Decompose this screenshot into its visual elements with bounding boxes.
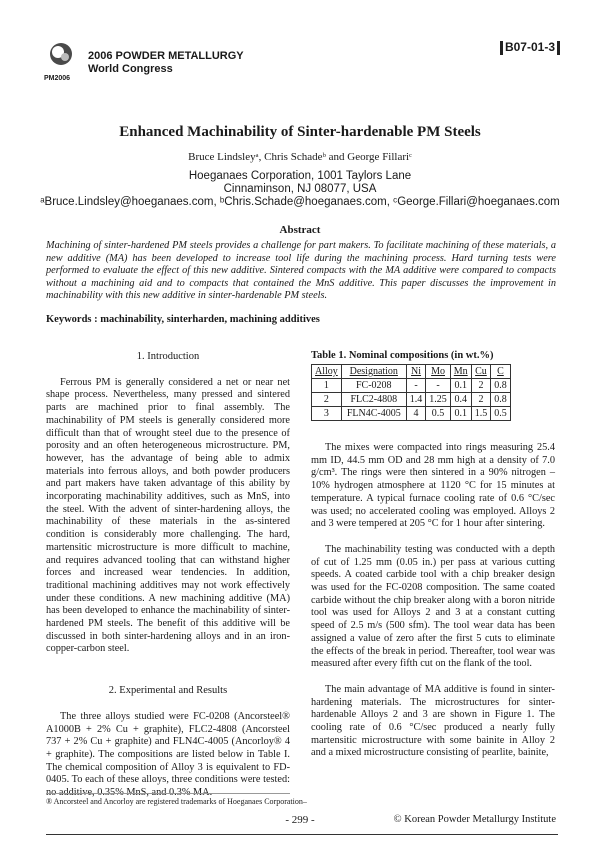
footnote: ® Ancorsteel and Ancorloy are registered trademarks of Hoeganaes Corporation– [46, 797, 307, 806]
left-column [46, 351, 290, 800]
table-cell: - [426, 379, 451, 393]
table-cell: 1.5 [471, 407, 491, 421]
table-row [312, 393, 511, 407]
table-header-cell: Designation [341, 365, 406, 379]
pm2006-logo-icon [46, 42, 76, 78]
table-cell: 0.8 [491, 379, 511, 393]
testing-paragraph: The machinability testing was conducted with a depth of cut of 1.25 mm (0.05 in.) per pass at various cutting speeds. A coated carbide tool with a chip breaker design was used for the FC-0208 composition. The same coated carbide without the chip breaker along with a boron nitride tool was used for Alloys 2 and 3 at a constant cutting speed of 2.5 m/s (500 sfm). The tool wear data has been assigned a value of zero after the first 5 cuts to eliminate the effects of the break in period. Thereafter, tool wear was measured after every fifth cut on the flank of the tool. [311, 543, 555, 670]
table-cell: 0.4 [450, 393, 471, 407]
table-cell: 0.1 [450, 407, 471, 421]
table-header-cell: Mn [450, 365, 471, 379]
table-header-cell: C [491, 365, 511, 379]
table-header-cell: Alloy [312, 365, 342, 379]
table-cell: 4 [406, 407, 426, 421]
table-header-cell: Ni [406, 365, 426, 379]
table-cell: FC-0208 [341, 379, 406, 393]
affiliation-line-2: Cinnaminson, NJ 08077, USA [223, 183, 377, 195]
composition-table [311, 364, 511, 421]
table-cell: FLC2-4808 [341, 393, 406, 407]
abstract-text: Machining of sinter-hardened PM steels provides a challenge for part makers. To facilitate machining of these materials, a new additive (MA) has been developed to increase tool life during the machining process. Hard turning tests were performed to evaluate the effect of this new additive. Sintered compacts with the MA additive were compared to compacts without a machining aid and to compacts that contained the MnS additive. This paper discusses the improvement in machinability with this new additive in sinter-hardenable PM steels. [46, 240, 556, 302]
logo-label: PM2006 [44, 75, 71, 82]
paper-code-text: B07-01-3 [504, 40, 555, 54]
microstructure-paragraph: The main advantage of MA additive is found in sinter-hardening materials. The microstructures for sinter-hardenable Alloys 2 and 3 are shown in Figure 1. The cooling rate of 0.6 °C/sec produced a nearly fully martensitic microstructure with some bainite in Alloy 2 and a mixed microstructure consisting of pearlite, bainite, [311, 683, 555, 759]
table-cell: 0.5 [491, 407, 511, 421]
table-cell: 2 [312, 393, 342, 407]
affiliation-line-1: Hoeganaes Corporation, 1001 Taylors Lane [188, 170, 412, 182]
abstract-heading: Abstract [279, 224, 321, 236]
conference-line-2: World Congress [88, 63, 173, 75]
intro-heading: 1. Introduction [136, 351, 200, 362]
table-cell: 0.8 [491, 393, 511, 407]
table-cell: 3 [312, 407, 342, 421]
conference-line-1: 2006 POWDER METALLURGY [88, 50, 244, 62]
authors: Bruce Lindsleyᵃ, Chris Schadeᵇ and George Fillariᶜ [188, 151, 412, 163]
table-header-row [312, 365, 511, 379]
experimental-heading: 2. Experimental and Results [108, 685, 228, 697]
footnote-rule [46, 793, 290, 794]
experimental-paragraph: The three alloys studied were FC-0208 (Ancorsteel® A1000B + 2% Cu + graphite), FLC2-4808 (Ancorsteel 737 + 2% Cu + graphite) and FLN4C-4005 (Ancorloy® 4 + graphite). The compositions are listed below in Table I. The chemical composition of Alloy 3 is equivalent to FD-0405. To each of these alloys, three conditions were tested: no additive, 0.35% MnS, and 0.3% MA. [46, 710, 290, 799]
page-number: - 299 - [285, 814, 315, 826]
table-cell: FLN4C-4005 [341, 407, 406, 421]
table-cell: 0.5 [426, 407, 451, 421]
footer-rule [46, 834, 558, 835]
table-cell: 1.25 [426, 393, 451, 407]
publisher-credit: © Korean Powder Metallurgy Institute [393, 814, 556, 825]
right-column [311, 442, 555, 760]
table-cell: 1 [312, 379, 342, 393]
intro-paragraph: Ferrous PM is generally considered a net or near net shape process. Nevertheless, many pressed and sintered parts are machined prior to final assembly. The machinability of PM steels is generally considered more difficult than that of wrought steel due to the presence of porosity and an often heterogeneous microstructure. PM, however, has the advantage of being able to admix materials into ferrous alloys, and both powder producers and part makers have taken advantage of this ability by incorporating machinability additives, such as MnS, into the steel. With the advent of sinter-hardening alloys, the machinability of these materials in the as-sintered condition is considerably more challenging. The hard, martensitic microstructure is more difficult to machine, and requires advanced tooling that can withstand higher forces and increased wear tendencies. In addition, traditional machining additives may not work effectively under these conditions. A new machining additive (MA) has been developed to enhance the machinability of sinter-hardened PM steels. The benefit of this additive will be discussed in both sinter-hardening alloys and in an iron-copper-carbon steel. [46, 376, 290, 655]
paper-code [498, 40, 562, 55]
keywords: Keywords : machinability, sinterharden, machining additives [46, 314, 320, 325]
table-cell: 1.4 [406, 393, 426, 407]
paper-title: Enhanced Machinability of Sinter-hardenable PM Steels [119, 124, 481, 140]
table-row [312, 379, 511, 393]
table-header-cell: Mo [426, 365, 451, 379]
conference-name [88, 50, 244, 76]
table-cell: 2 [471, 393, 491, 407]
affiliation [0, 170, 600, 209]
table-cell: 0.1 [450, 379, 471, 393]
table-caption: Table 1. Nominal compositions (in wt.%) [311, 350, 494, 361]
table-row [312, 407, 511, 421]
table-cell: - [406, 379, 426, 393]
author-emails: ᵃBruce.Lindsley@hoeganaes.com, ᵇChris.Schade@hoeganaes.com, ᶜGeorge.Fillari@hoeganaes.com [40, 196, 560, 208]
table-header-cell: Cu [471, 365, 491, 379]
table-cell: 2 [471, 379, 491, 393]
compaction-paragraph: The mixes were compacted into rings measuring 25.4 mm ID, 44.5 mm OD and 28 mm high at a density of 7.0 g/cm³. The rings were then sintered in a 90% nitrogen –10% hydrogen atmosphere at 1120 °C for 15 minutes at temperature. A typical furnace cooling rate of 0.6 °C/sec was used; no accelerated cooling was employed. Alloys 2 and 3 were tempered at 205 °C for 1 hour after sintering. [311, 442, 555, 530]
